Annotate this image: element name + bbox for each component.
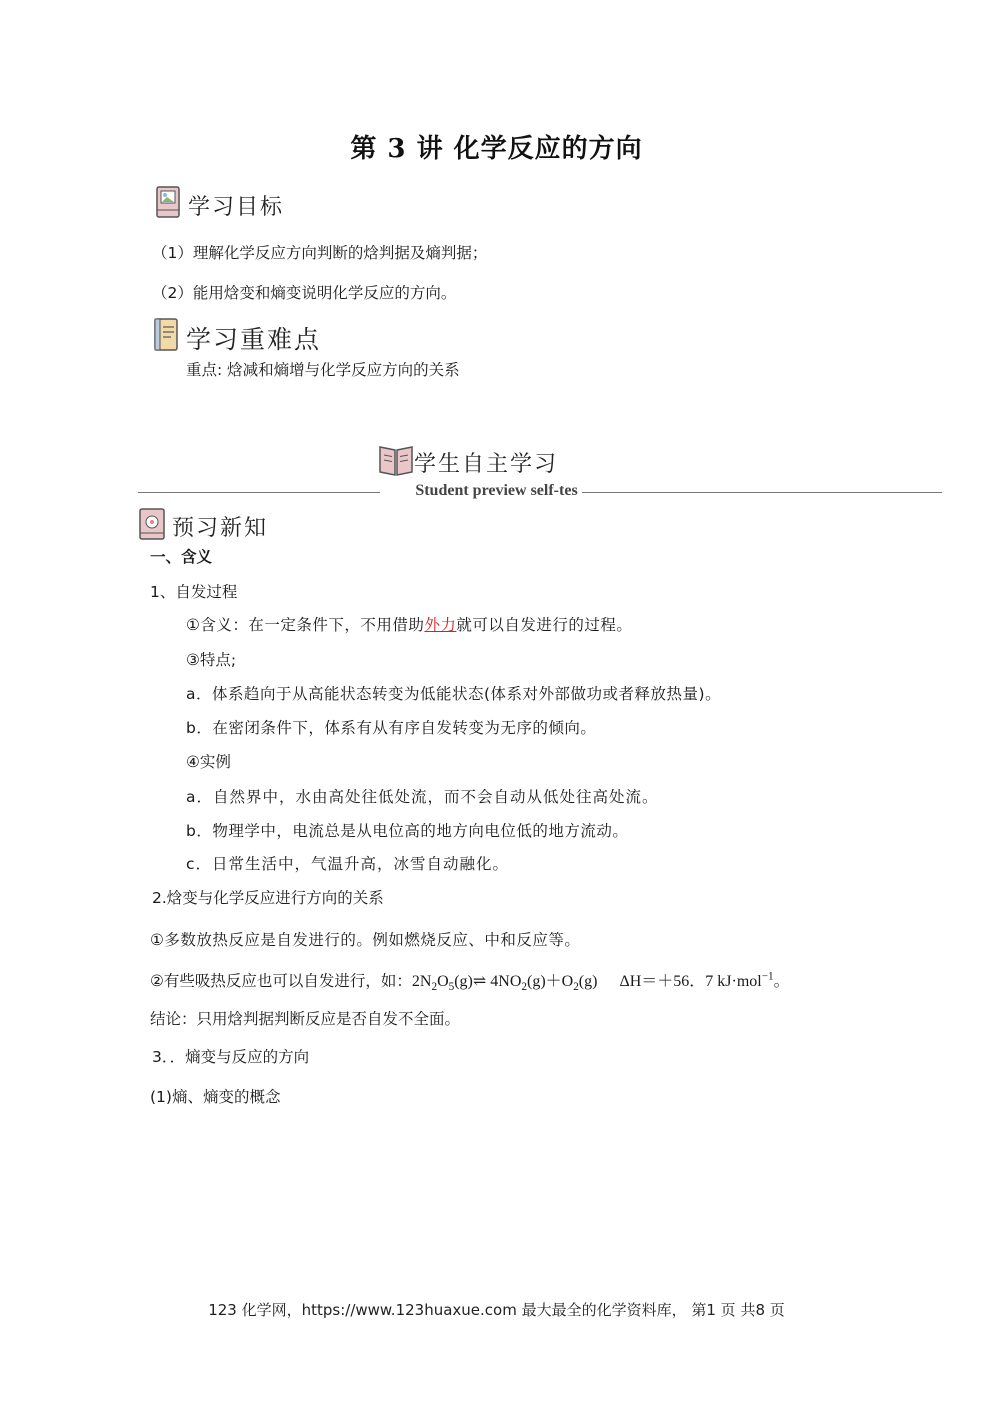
section3-sub1: (1)熵、熵变的概念 [150,1088,281,1106]
open-book-icon [378,443,414,477]
preview-notebook-icon [138,508,166,540]
eq-part: (g) [578,973,598,990]
notebook-icon [155,186,181,218]
eq-part: (g)＋O [526,973,574,990]
example-b: b．物理学中，电流总是从电位高的地方向电位低的地方流动。 [186,822,629,840]
section1-heading: 一、含义 [150,548,213,566]
feature-b: b．在密闭条件下，体系有从有序自发转变为无序的倾向。 [186,719,597,737]
meaning-highlight: 外力 [424,616,457,634]
example-a: a．自然界中，水由高处往低处流，而不会自动从低处往高处流。 [186,788,659,806]
page-title: 第 3 讲 化学反应的方向 [350,134,643,164]
objective-2: （2）能用焓变和熵变说明化学反应的方向。 [152,284,457,302]
item2-prefix: ②有些吸热反应也可以自发进行，如： [150,972,412,990]
section2-conclusion: 结论：只用焓判据判断反应是否自发不全面。 [150,1010,461,1028]
example-c: c．日常生活中，气温升高，冰雪自动融化。 [186,855,510,873]
eq-part: O [437,973,449,990]
meaning-line [186,613,632,635]
eq-end: 。 [773,973,790,990]
feature-a: a．体系趋向于从高能状态转变为低能状态(体系对外部做功或者释放热量)。 [186,685,722,703]
student-preview-subtitle: Student preview self-tes [415,482,578,499]
key-points-header: 学习重难点 [186,325,322,354]
eq-sub: 2 [573,981,579,994]
section3-heading: 3．．熵变与反应的方向 [152,1048,310,1066]
eq-part: (g)⇌ 4NO [454,973,522,990]
self-study-header: 学生自主学习 [414,452,559,477]
eq-sup: −1 [761,970,774,983]
meaning-suffix: 就可以自发进行的过程。 [456,616,633,634]
objectives-header: 学习目标 [188,195,285,220]
eq-sub: 5 [448,981,455,994]
examples-label: ④实例 [186,753,231,771]
eq-part: 2N [411,973,432,990]
page-footer: 123 化学网，https://www.123huaxue.com 最大最全的化学资料库， 第1 页 共8 页 [208,1301,785,1319]
preview-header: 预习新知 [172,516,269,541]
section1-sub1: 1、自发过程 [150,583,238,601]
eq-sub: 2 [521,981,527,994]
section2-heading: 2.焓变与化学反应进行方向的关系 [152,889,384,907]
section2-item1: ①多数放热反应是自发进行的。例如燃烧反应、中和反应等。 [150,931,581,949]
features-label: ③特点; [186,651,237,669]
section2-item2 [150,968,790,993]
eq-sub: 2 [431,981,438,994]
meaning-prefix: ①含义：在一定条件下，不用借助 [186,616,425,634]
eq-delta-h: ΔH＝＋56．7 kJ·mol [619,973,762,990]
objective-1: （1）理解化学反应方向判断的焓判据及熵判据； [152,244,488,262]
book-icon [152,318,180,352]
equation [411,970,790,994]
key-point-text: 重点: 焓减和熵增与化学反应方向的关系 [186,361,460,379]
